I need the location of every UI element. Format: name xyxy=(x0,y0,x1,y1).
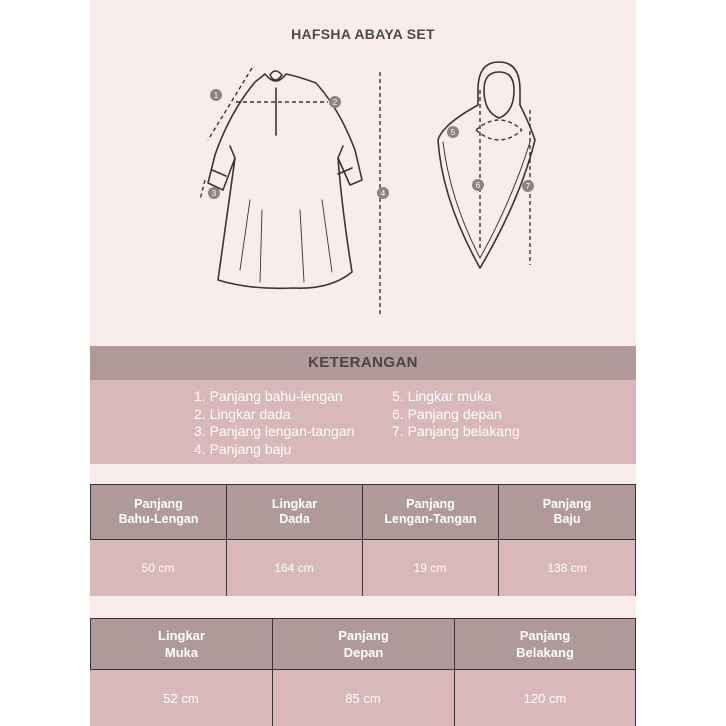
table-divider xyxy=(226,484,227,596)
table1-header: Lingkar Dada xyxy=(226,484,363,540)
table1-value: 19 cm xyxy=(413,561,447,575)
garment-illustration xyxy=(90,50,636,340)
table2-header: Panjang Depan xyxy=(272,618,455,670)
table2-value: 120 cm xyxy=(523,690,567,706)
marker-2: 2 xyxy=(332,98,338,107)
marker-7: 7 xyxy=(525,182,531,191)
legend-item: 2. Lingkar dada xyxy=(194,405,291,422)
size-table-2 xyxy=(90,618,636,726)
table2-header: Panjang Belakang xyxy=(454,618,636,670)
hijab-outline xyxy=(438,62,535,268)
legend-item: 5. Lingkar muka xyxy=(392,388,492,404)
page-title: HAFSHA ABAYA SET xyxy=(291,26,435,42)
table2-value: 85 cm xyxy=(345,690,381,706)
abaya-outline xyxy=(270,71,282,80)
table1-value: 50 cm xyxy=(141,561,175,575)
keterangan-heading: KETERANGAN xyxy=(90,346,636,380)
marker-3: 3 xyxy=(211,189,217,198)
size-chart-page xyxy=(90,0,636,726)
table1-header: Panjang Bahu-Lengan xyxy=(90,484,227,540)
table2-header: Lingkar Muka xyxy=(90,618,273,670)
legend-item: 6. Panjang depan xyxy=(392,405,502,422)
table1-header: Panjang Lengan-Tangan xyxy=(362,484,499,540)
table2-value: 52 cm xyxy=(163,690,199,706)
legend-item: 3. Panjang lengan-tangan xyxy=(194,423,355,439)
marker-1: 1 xyxy=(213,91,219,100)
keterangan-right-column xyxy=(392,388,520,441)
table-divider xyxy=(635,484,636,596)
table-divider xyxy=(498,484,499,596)
table-divider xyxy=(454,618,455,726)
legend-item: 7. Panjang belakang xyxy=(392,423,520,439)
legend-item: 1. Panjang bahu-lengan xyxy=(194,388,343,404)
marker-6: 6 xyxy=(475,181,481,190)
table1-value: 138 cm xyxy=(547,561,587,575)
legend-item: 4. Panjang baju xyxy=(194,440,292,457)
marker-5: 5 xyxy=(450,128,456,137)
marker-4: 4 xyxy=(380,189,386,198)
keterangan-left-column xyxy=(194,388,354,458)
table-divider xyxy=(272,618,273,726)
table1-value: 164 cm xyxy=(274,561,314,575)
table1-header: Panjang Baju xyxy=(498,484,636,540)
table-divider xyxy=(635,618,636,726)
size-table-1 xyxy=(90,484,636,596)
keterangan-list xyxy=(90,380,636,464)
table-divider xyxy=(362,484,363,596)
